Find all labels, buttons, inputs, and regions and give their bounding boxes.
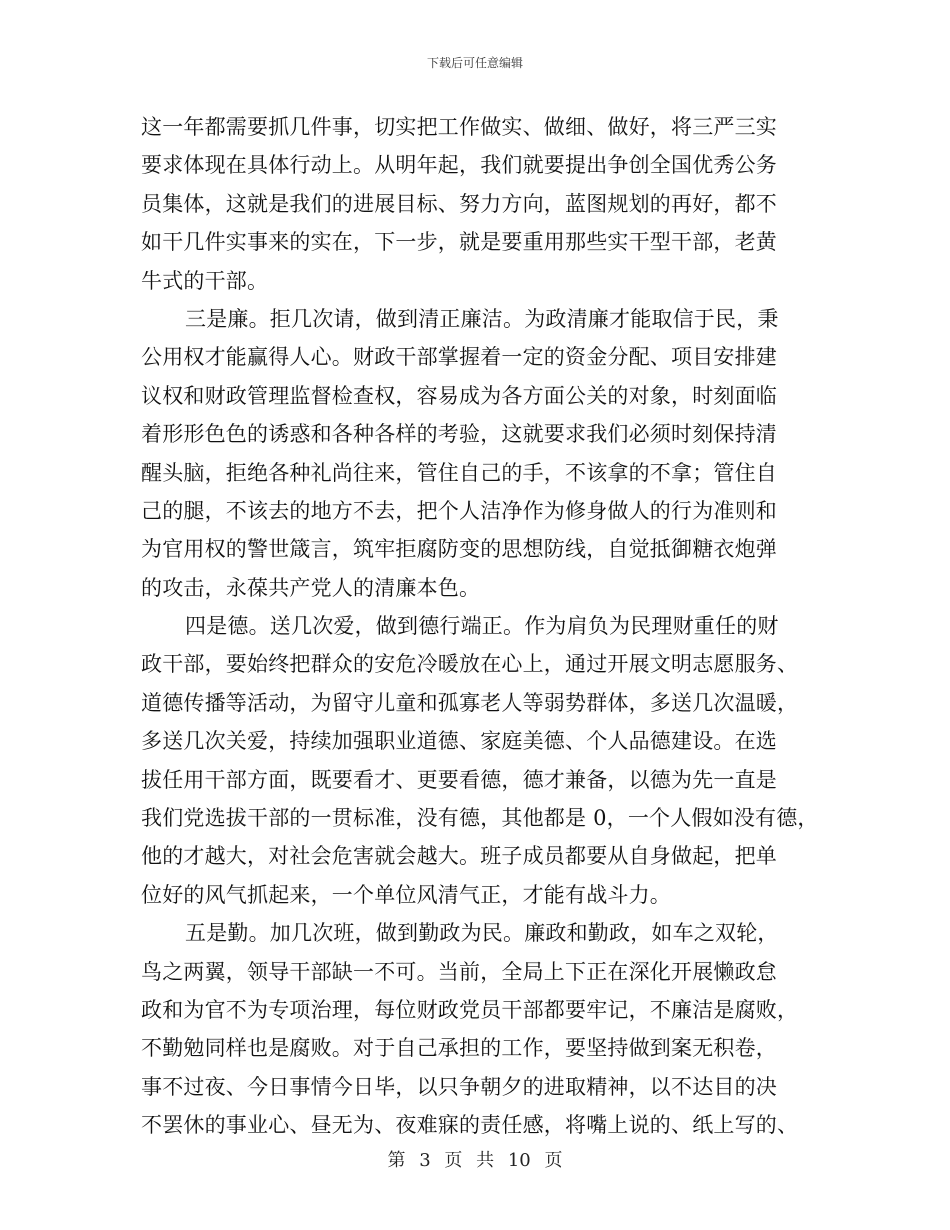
text-line: 议权和财政管理监督检查权，容易成为各方面公关的对象，时刻面临 [141, 383, 777, 408]
text-line: 我们党选拔干部的一贯标准，没有德，其他都是 0，一个人假如没有德， [141, 806, 819, 831]
text-line: 要求体现在具体行动上。从明年起，我们就要提出争创全国优秀公务 [141, 153, 777, 178]
text-line: 事不过夜、今日事情今日毕，以只争朝夕的进取精神，以不达目的决 [141, 1074, 777, 1099]
text-line: 公用权才能赢得人心。财政干部掌握着一定的资金分配、项目安排建 [141, 345, 777, 370]
text-line: 三是廉。拒几次请，做到清正廉洁。为政清廉才能取信于民，秉 [185, 306, 779, 331]
text-line: 拔任用干部方面，既要看才、更要看德，德才兼备，以德为先一直是 [141, 767, 777, 792]
text-line: 牛式的干部。 [141, 268, 269, 293]
text-line: 他的才越大，对社会危害就会越大。班子成员都要从自身做起，把单 [141, 844, 777, 869]
page-header: 下载后可任意编辑 [426, 56, 523, 70]
text-line: 四是德。送几次爱，做到德行端正。作为肩负为民理财重任的财 [185, 614, 779, 639]
text-line: 鸟之两翼，领导干部缺一不可。当前，全局上下正在深化开展懒政怠 [141, 959, 777, 984]
text-line: 不勤勉同样也是腐败。对于自己承担的工作，要坚持做到案无积卷， [141, 1036, 777, 1061]
text-line: 位好的风气抓起来，一个单位风清气正，才能有战斗力。 [141, 882, 671, 907]
text-line: 员集体，这就是我们的进展目标、努力方向，蓝图规划的再好，都不 [141, 191, 777, 216]
text-line: 政干部，要始终把群众的安危冷暖放在心上，通过开展文明志愿服务、 [141, 652, 799, 677]
text-line: 醒头脑，拒绝各种礼尚往来，管住自己的手，不该拿的不拿；管住自 [141, 460, 777, 485]
text-line: 着形形色色的诱惑和各种各样的考验，这就要求我们必须时刻保持清 [141, 422, 777, 447]
text-line: 五是勤。加几次班，做到勤政为民。廉政和勤政，如车之双轮， [185, 921, 779, 946]
page-number-footer: 第 3 页 共 10 页 [387, 1150, 563, 1171]
text-line: 的攻击，永葆共产党人的清廉本色。 [141, 575, 481, 600]
text-line: 如干几件实事来的实在，下一步，就是要重用那些实干型干部，老黄 [141, 230, 777, 255]
document-body [141, 108, 841, 1145]
text-line: 多送几次关爱，持续加强职业道德、家庭美德、个人品德建设。在选 [141, 729, 777, 754]
text-line: 己的腿，不该去的地方不去，把个人洁净作为修身做人的行为准则和 [141, 498, 777, 523]
text-line: 为官用权的警世箴言，筑牢拒腐防变的思想防线，自觉抵御糖衣炮弹 [141, 537, 777, 562]
text-line: 这一年都需要抓几件事，切实把工作做实、做细、做好，将三严三实 [141, 115, 777, 139]
text-line: 道德传播等活动，为留守儿童和孤寡老人等弱势群体，多送几次温暖， [141, 690, 799, 715]
text-line: 政和为官不为专项治理，每位财政党员干部都要牢记，不廉洁是腐败， [141, 997, 799, 1022]
text-line: 不罢休的事业心、昼无为、夜难寐的责任感，将嘴上说的、纸上写的、 [141, 1113, 799, 1138]
